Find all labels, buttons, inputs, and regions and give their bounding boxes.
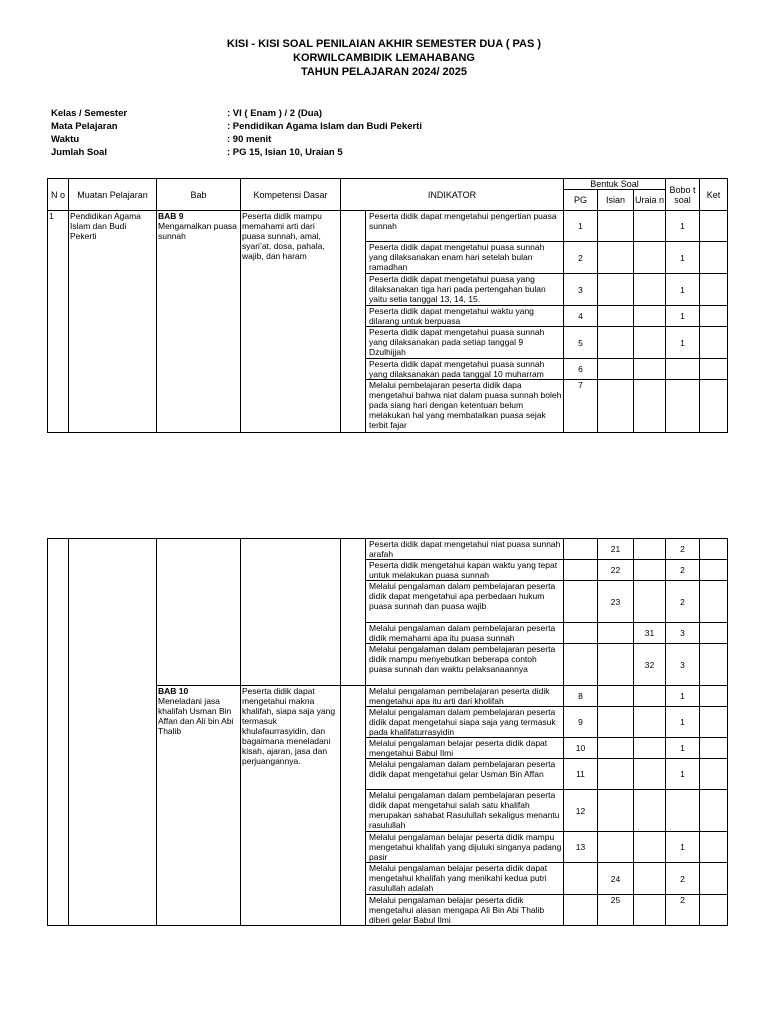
cell-ket <box>700 359 728 380</box>
cell-pg <box>564 539 598 560</box>
cell-bobot: 1 <box>666 327 700 359</box>
cell-bobot: 1 <box>666 759 700 790</box>
cell-bobot: 2 <box>666 560 700 581</box>
cell-uraian <box>634 359 666 380</box>
cell-bobot: 1 <box>666 242 700 274</box>
cell-uraian <box>634 863 666 895</box>
header-uraian: Uraia n <box>634 190 666 211</box>
cell-uraian <box>634 560 666 581</box>
kisi-table-page-2 <box>47 538 728 926</box>
info-label: Kelas / Semester <box>51 108 128 119</box>
cell-indikator: Peserta didik dapat mengetahui puasa yang dilaksanakan tiga hari pada pertengahan bulan yaitu setia tanggal 13, 14, 15. <box>366 274 564 306</box>
cell-uraian <box>634 306 666 327</box>
cell-uraian <box>634 581 666 623</box>
cell-pg: 9 <box>564 707 598 738</box>
cell-isian: 24 <box>598 863 634 895</box>
cell-bobot <box>666 790 700 832</box>
cell-bobot: 2 <box>666 581 700 623</box>
cell-isian <box>598 623 634 644</box>
cell-pg: 5 <box>564 327 598 359</box>
cell-indikator: Melalui pengalaman belajar peserta didik dapat mengetahui khalifah yang menikahi kedua putri rasulullah adalah <box>366 863 564 895</box>
cell-ket <box>700 623 728 644</box>
header-kompetensi-dasar: Kompetensi Dasar <box>241 179 341 211</box>
bab-name: Mengamalkan puasa sunnah <box>158 221 237 241</box>
info-value: : PG 15, Isian 10, Uraian 5 <box>227 147 343 158</box>
cell-indikator: Melalui pengalaman dalam pembelajaran peserta didik mampu menyebutkan beberapa contoh puasa sunnah dan waktu pelaksanaannya <box>366 644 564 686</box>
cell-uraian <box>634 686 666 707</box>
info-value: : 90 menit <box>227 134 272 145</box>
cell-bobot: 1 <box>666 738 700 759</box>
cell-pg <box>564 644 598 686</box>
cell-ket <box>700 686 728 707</box>
cell-bobot <box>666 380 700 433</box>
header-pg: PG <box>564 190 598 211</box>
bab-name: Meneladani jasa khalifah Usman Bin Affan dan Ali bin Abi Thalib <box>158 696 234 736</box>
cell-bab <box>157 686 241 926</box>
cell-bobot: 1 <box>666 211 700 242</box>
cell-spacer <box>341 686 366 926</box>
cell-ket <box>700 380 728 433</box>
document-title-line-2: KORWILCAMBIDIK LEMAHABANG <box>293 52 475 64</box>
cell-uraian <box>634 707 666 738</box>
header-bab: Bab <box>157 179 241 211</box>
cell-indikator: Melalui pengalaman dalam pembelajaran peserta didik dapat mengetahui siapa saja yang termasuk pada khalifaturrasyidin <box>366 707 564 738</box>
cell-ket <box>700 539 728 560</box>
cell-ket <box>700 707 728 738</box>
cell-isian <box>598 790 634 832</box>
cell-isian: 21 <box>598 539 634 560</box>
bab-title: BAB 10 <box>158 686 189 696</box>
cell-indikator: Melalui pembelajaran peserta didik dapa mengetahui bahwa niat dalam puasa sunnah boleh pada siang hari dengan ketentuan belum melakukan hal yang membatalkan puasa sejak terbit fajar <box>366 380 564 433</box>
cell-bobot: 2 <box>666 895 700 926</box>
cell-pg: 10 <box>564 738 598 759</box>
cell-isian <box>598 644 634 686</box>
cell-indikator: Melalui pengalaman belajar peserta didik dapat mengetahui Babul Ilmi <box>366 738 564 759</box>
cell-isian <box>598 832 634 863</box>
cell-uraian <box>634 759 666 790</box>
cell-indikator: Melalui pengalaman dalam pembelajaran peserta didik dapat mengetahui salah satu khalifah merupakan sahabat Rasulullah sekaligus menantu rasulullah <box>366 790 564 832</box>
cell-muatan <box>69 539 157 926</box>
document-title-line-1: KISI - KISI SOAL PENILAIAN AKHIR SEMESTER DUA ( PAS ) <box>226 38 542 50</box>
cell-pg: 1 <box>564 211 598 242</box>
cell-uraian <box>634 242 666 274</box>
info-label: Mata Pelajaran <box>51 121 118 132</box>
cell-bab <box>157 211 241 433</box>
cell-pg: 4 <box>564 306 598 327</box>
cell-ket <box>700 738 728 759</box>
cell-pg: 8 <box>564 686 598 707</box>
cell-ket <box>700 832 728 863</box>
cell-bobot: 1 <box>666 306 700 327</box>
cell-ket <box>700 863 728 895</box>
cell-isian <box>598 380 634 433</box>
cell-isian <box>598 306 634 327</box>
header-ket: Ket <box>700 179 728 211</box>
cell-ket <box>700 211 728 242</box>
kisi-table-page-1 <box>47 178 728 433</box>
cell-indikator: Peserta didik dapat mengetahui puasa sunnah yang dilaksanakan pada setiap tanggal 9 Dzulhijjah <box>366 327 564 359</box>
info-value: : Pendidikan Agama Islam dan Budi Pekerti <box>227 121 422 132</box>
cell-pg: 13 <box>564 832 598 863</box>
cell-uraian: 31 <box>634 623 666 644</box>
cell-indikator: Melalui pengalaman pembelajaran peserta didik mengetahui apa itu arti dari kholifah <box>366 686 564 707</box>
table-row <box>48 539 728 560</box>
cell-uraian: 32 <box>634 644 666 686</box>
cell-spacer <box>341 539 366 686</box>
cell-ket <box>700 895 728 926</box>
cell-pg: 12 <box>564 790 598 832</box>
cell-indikator: Melalui pengalaman dalam pembelajaran peserta didik dapat mengetahui gelar Usman Bin Affan <box>366 759 564 790</box>
cell-bobot: 3 <box>666 644 700 686</box>
cell-pg: 6 <box>564 359 598 380</box>
cell-ket <box>700 560 728 581</box>
cell-uraian <box>634 539 666 560</box>
info-label: Waktu <box>51 134 80 145</box>
header-no: N o <box>48 179 69 211</box>
cell-pg <box>564 863 598 895</box>
cell-kompetensi-dasar: Peserta didik mampu memahami arti dari puasa sunnah, amal, syari’at, dosa, pahala, wajib, dan haram <box>241 211 341 433</box>
bab-title: BAB 9 <box>158 211 184 221</box>
cell-uraian <box>634 380 666 433</box>
header-indikator: INDIKATOR <box>341 179 564 211</box>
document-title-line-3: TAHUN PELAJARAN 2024/ 2025 <box>300 66 468 78</box>
cell-pg <box>564 581 598 623</box>
header-muatan: Muatan Pelajaran <box>69 179 157 211</box>
cell-indikator: Peserta didik mengetahui kapan waktu yang tepat untuk melakukan puasa sunnah <box>366 560 564 581</box>
cell-isian: 25 <box>598 895 634 926</box>
cell-pg: 3 <box>564 274 598 306</box>
cell-isian <box>598 211 634 242</box>
cell-bobot: 1 <box>666 832 700 863</box>
cell-ket <box>700 306 728 327</box>
cell-indikator: Melalui pengalaman dalam pembelajaran peserta didik dapat mengetahui apa perbedaan hukum puasa sunnah dan puasa wajib <box>366 581 564 623</box>
cell-ket <box>700 581 728 623</box>
cell-isian: 22 <box>598 560 634 581</box>
cell-no: 1 <box>48 211 69 433</box>
cell-uraian <box>634 895 666 926</box>
cell-uraian <box>634 274 666 306</box>
cell-kompetensi-dasar: Peserta didik dapat mengetahui makna khalifah, siapa saja yang termasuk khulafaurrasyidin, dan bagaimana meneladani kisah, ajaran, jasa dan perjuangannya. <box>241 686 341 926</box>
cell-bobot <box>666 359 700 380</box>
cell-pg <box>564 560 598 581</box>
cell-bobot: 1 <box>666 274 700 306</box>
cell-isian <box>598 327 634 359</box>
cell-isian: 23 <box>598 581 634 623</box>
cell-pg <box>564 895 598 926</box>
cell-isian <box>598 274 634 306</box>
cell-muatan: Pendidikan Agama Islam dan Budi Pekerti <box>69 211 157 433</box>
cell-ket <box>700 790 728 832</box>
cell-bobot: 1 <box>666 707 700 738</box>
cell-uraian <box>634 327 666 359</box>
cell-uraian <box>634 790 666 832</box>
cell-uraian <box>634 738 666 759</box>
cell-bab <box>157 539 241 686</box>
info-value: : VI ( Enam ) / 2 (Dua) <box>227 108 323 119</box>
cell-ket <box>700 759 728 790</box>
cell-indikator: Peserta didik dapat mengetahui puasa sunnah yang dilaksanakan pada tanggal 10 muharram <box>366 359 564 380</box>
cell-ket <box>700 242 728 274</box>
table-row <box>48 211 728 242</box>
cell-isian <box>598 738 634 759</box>
cell-bobot: 2 <box>666 863 700 895</box>
cell-indikator: Peserta didik dapat mengetahui puasa sunnah yang dilaksanakan enam hari setelah bulan ramadhan <box>366 242 564 274</box>
cell-isian <box>598 686 634 707</box>
cell-ket <box>700 327 728 359</box>
cell-pg <box>564 623 598 644</box>
cell-spacer <box>341 211 366 433</box>
cell-ket <box>700 644 728 686</box>
cell-isian <box>598 707 634 738</box>
cell-indikator: Melalui pengalaman belajar peserta didik mengetahui alasan mengapa Ali Bin Abi Thalib diberi gelar Babul Ilmi <box>366 895 564 926</box>
cell-ket <box>700 274 728 306</box>
cell-isian <box>598 759 634 790</box>
cell-bobot: 1 <box>666 686 700 707</box>
header-bobot: Bobo t soal <box>666 179 700 211</box>
cell-indikator: Peserta didik dapat mengetahui pengertian puasa sunnah <box>366 211 564 242</box>
cell-indikator: Melalui pengalaman belajar peserta didik mampu mengetahui khalifah yang dijuluki singanya padang pasir <box>366 832 564 863</box>
cell-pg: 2 <box>564 242 598 274</box>
cell-isian <box>598 242 634 274</box>
cell-no <box>48 539 69 926</box>
cell-bobot: 3 <box>666 623 700 644</box>
cell-indikator: Peserta didik dapat mengetahui niat puasa sunnah arafah <box>366 539 564 560</box>
cell-pg: 7 <box>564 380 598 433</box>
cell-uraian <box>634 832 666 863</box>
cell-indikator: Peserta didik dapat mengetahui waktu yang dilarang untuk berpuasa <box>366 306 564 327</box>
cell-uraian <box>634 211 666 242</box>
info-label: Jumlah Soal <box>51 147 107 158</box>
cell-kompetensi-dasar <box>241 539 341 686</box>
cell-bobot: 2 <box>666 539 700 560</box>
cell-indikator: Melalui pengalaman dalam pembelajaran peserta didik memahami apa itu puasa sunnah <box>366 623 564 644</box>
cell-isian <box>598 359 634 380</box>
header-isian: Isian <box>598 190 634 211</box>
cell-pg: 11 <box>564 759 598 790</box>
header-bentuk-soal: Bentuk Soal <box>564 179 666 190</box>
